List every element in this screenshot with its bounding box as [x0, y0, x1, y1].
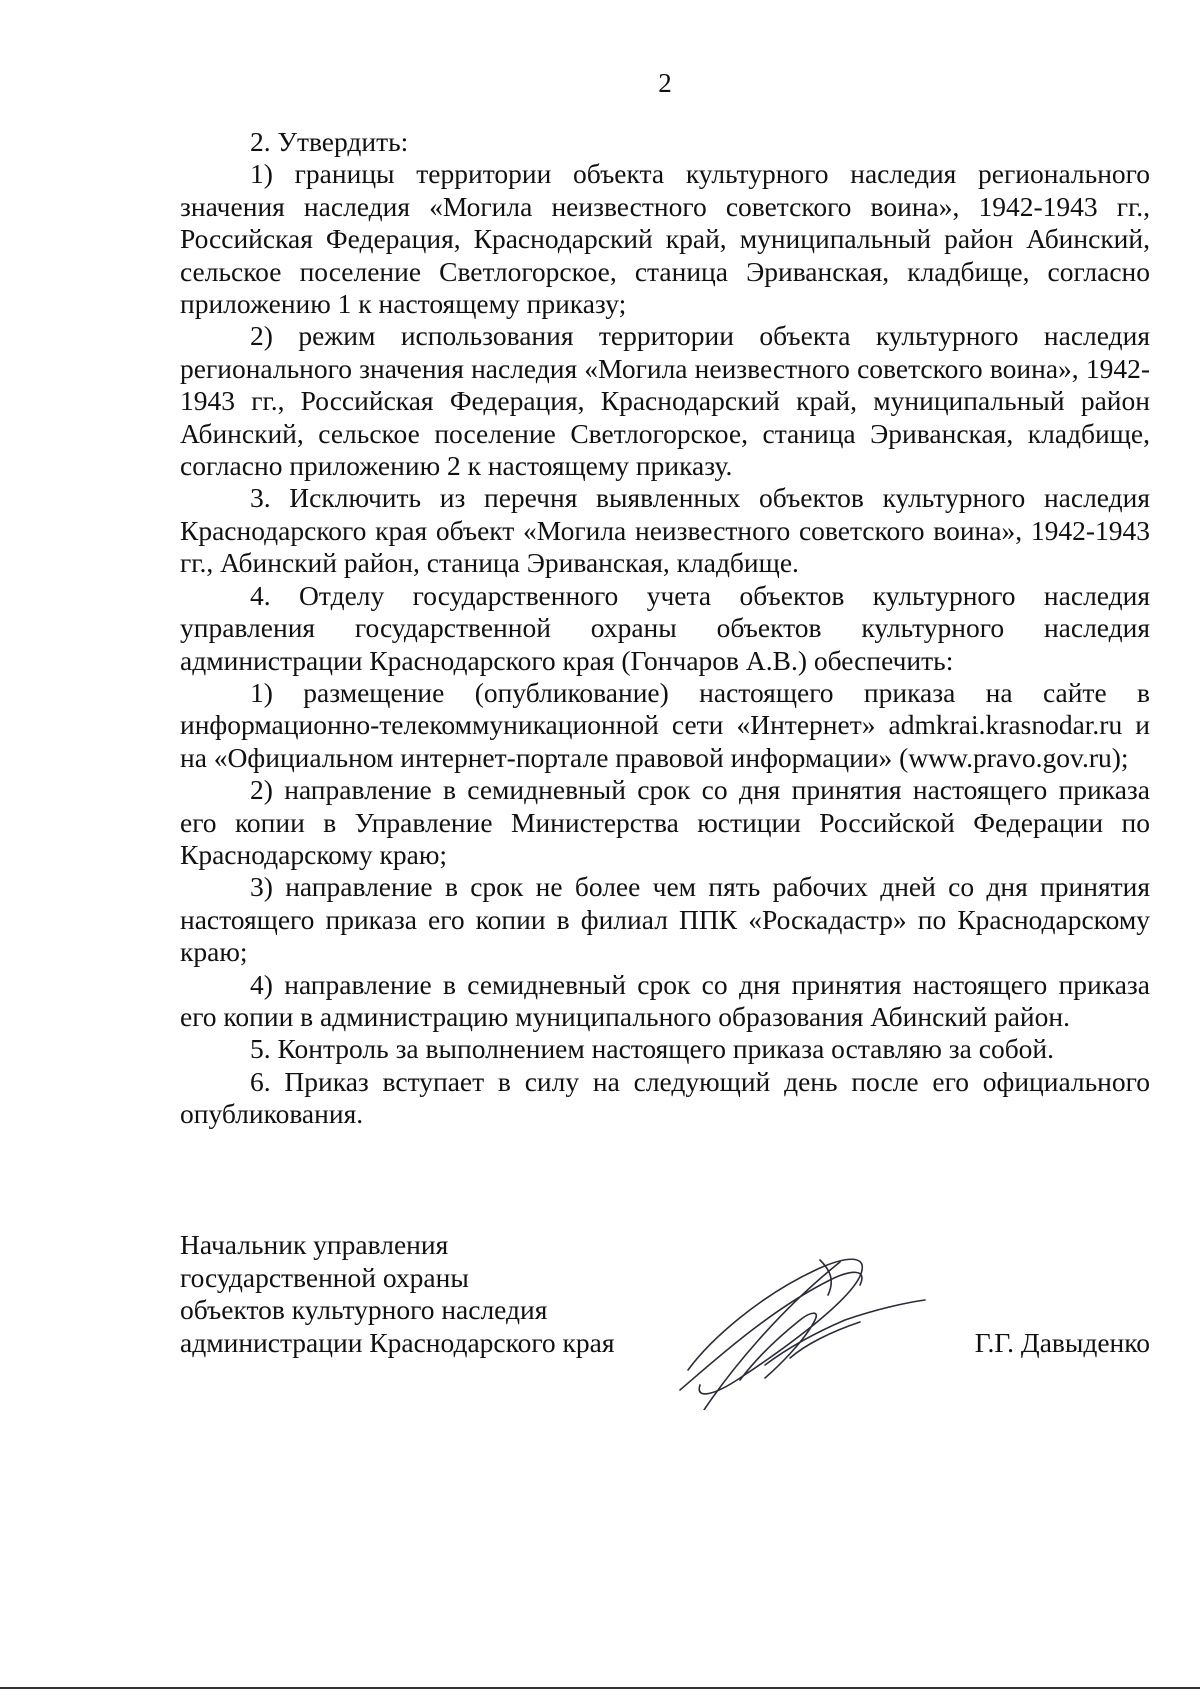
handwritten-signature [670, 1240, 940, 1410]
paragraph-ministry-copy: 2) направление в семидневный срок со дня принятия настоящего приказа его копии в Управление Министерства юстиции Российской Федерации по Краснодарскому краю; [180, 774, 1150, 870]
position-line: администрации Краснодарского края [180, 1326, 615, 1358]
scan-edge-line [0, 1687, 1200, 1689]
paragraph-usage-regime: 2) режим использования территории объекта культурного наследия регионального значения наследия «Могила неизвестного советского воина», 1942-1943 гг., Российская Федерация, Краснодарский край, муниципальный район Абинский, сельское поселение Светлогорское, станица Эриванская, кладбище, согласно приложению 2 к настоящему приказу. [180, 320, 1150, 482]
paragraph-municipal-copy: 4) направление в семидневный срок со дня принятия настоящего приказа его копии в администрацию муниципального образования Абинский район. [180, 968, 1150, 1032]
signatory-name: Г.Г. Давыденко [974, 1327, 1150, 1358]
document-body [180, 126, 1150, 1131]
paragraph-control: 5. Контроль за выполнением настоящего приказа оставляю за собой. [250, 1033, 1055, 1065]
paragraph-effective-date: 6. Приказ вступает в силу на следующий день после его официального опубликования. [180, 1065, 1150, 1130]
position-line: объектов культурного наследия [180, 1294, 548, 1325]
paragraph-publication: 1) размещение (опубликование) настоящего приказа на сайте в информационно-телекоммуникационной сети «Интернет» admkrai.krasnodar.ru и на «Официальном интернет-портале правовой информации» (www.pravo.gov.ru); [180, 676, 1150, 773]
position-line: государственной охраны [180, 1261, 469, 1293]
paragraph-roskadastr-copy: 3) направление в срок не более чем пять рабочих дней со дня принятия настоящего приказа его копии в филиал ППК «Роскадастр» по Краснодарскому краю; [180, 871, 1150, 968]
page-number: 2 [658, 68, 672, 98]
position-line: Начальник управления [180, 1229, 449, 1260]
paragraph-exclude: 3. Исключить из перечня выявленных объектов культурного наследия Краснодарского края объект «Могила неизвестного советского воина», 1942-1943 гг., Абинский район, станица Эриванская, кладбище. [180, 482, 1150, 579]
signatory-position [180, 1229, 615, 1359]
paragraph-department-order: 4. Отделу государственного учета объектов культурного наследия управления государственной охраны объектов культурного наследия администрации Краснодарского края (Гончаров А.В.) обеспечить: [180, 579, 1150, 676]
paragraph-approve: 2. Утвердить: [250, 126, 409, 157]
paragraph-boundaries: 1) границы территории объекта культурного наследия регионального значения наследия «Могила неизвестного советского воина», 1942-1943 гг., Российская Федерация, Краснодарский край, муниципальный район Абинский, сельское поселение Светлогорское, станица Эриванская, кладбище, согласно приложению 1 к настоящему приказу; [180, 158, 1150, 320]
